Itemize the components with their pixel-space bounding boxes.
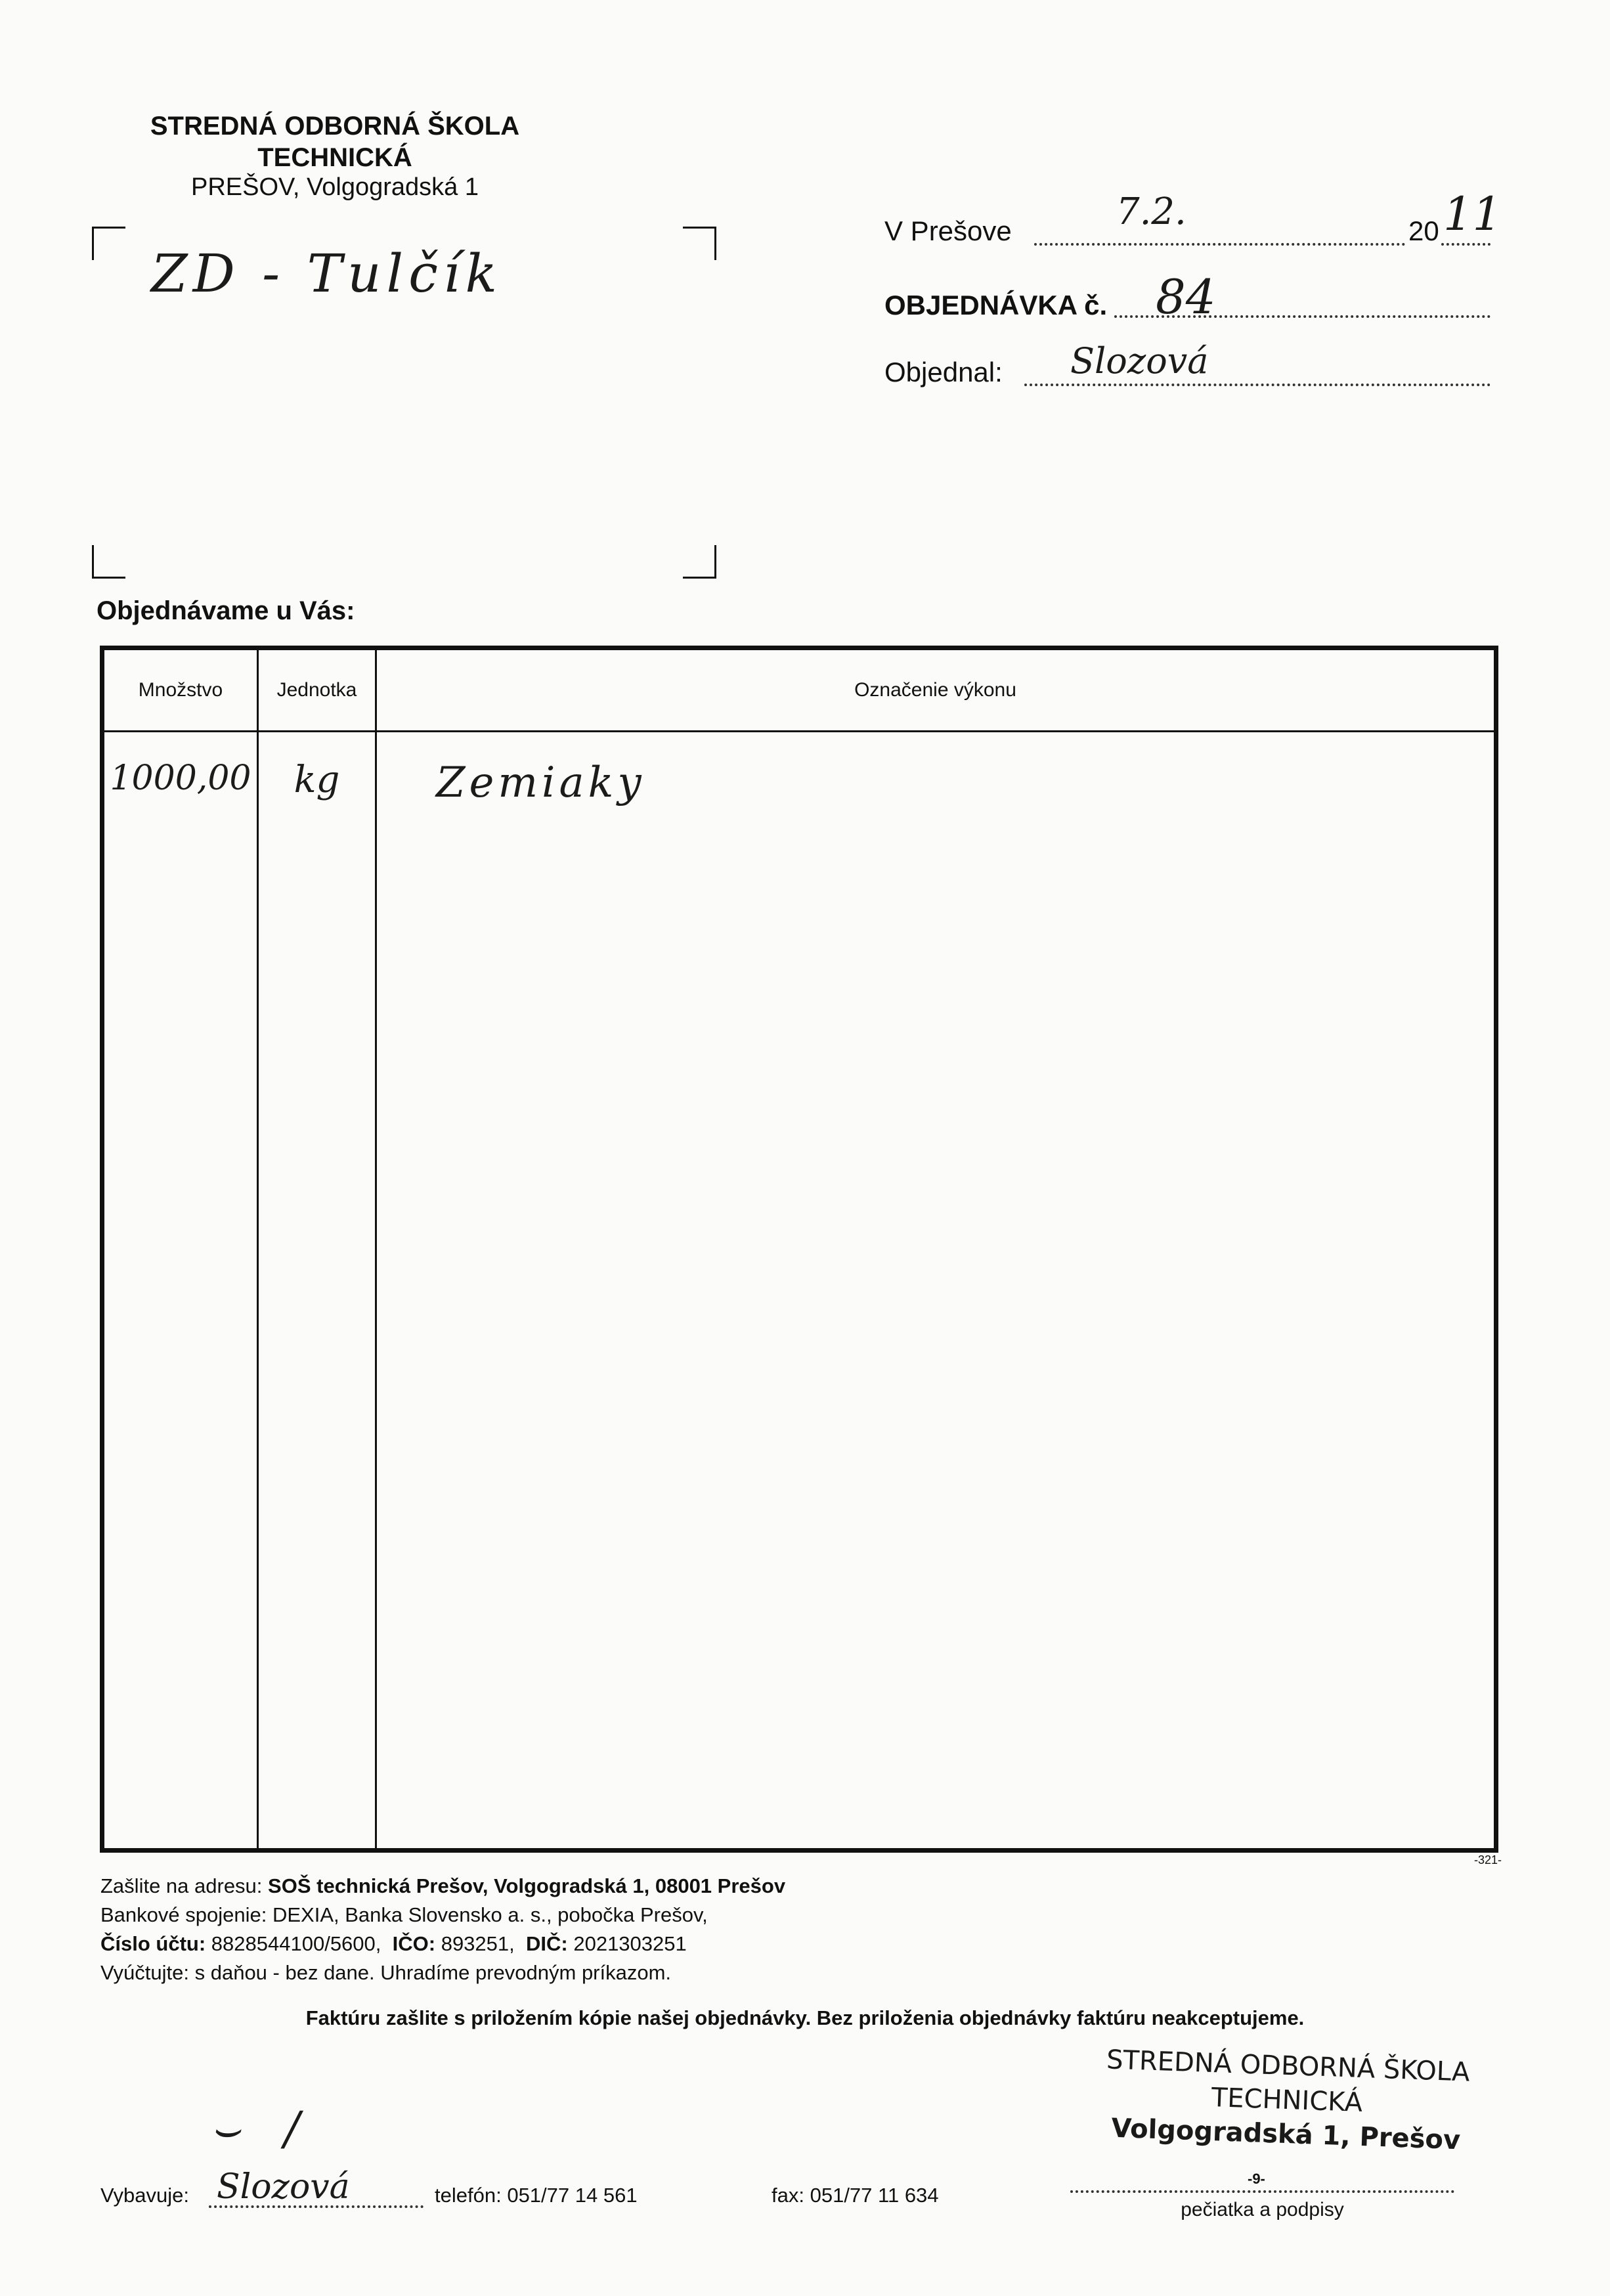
stamp-line-3: Volgogradská 1, Prešov (1110, 2113, 1461, 2156)
ico-label: IČO: (392, 1932, 436, 1955)
recipient-handwritten: ZD - Tulčík (151, 243, 502, 304)
account-line (100, 1930, 785, 1958)
bracket-bottom-left (92, 545, 125, 579)
invoice-note: Faktúru zašlite s priložením kópie našej objednávky. Bez priloženia objednávky faktúru neakceptujeme. (305, 2006, 1305, 2029)
order-table (100, 646, 1498, 1853)
school-stamp (1081, 2042, 1492, 2159)
dic-value: 2021303251 (573, 1932, 687, 1955)
bank-value: DEXIA, Banka Slovensko a. s., pobočka Prešov, (272, 1903, 708, 1926)
account-label: Číslo účtu: (100, 1932, 206, 1955)
dic-label: DIČ: (526, 1932, 568, 1955)
footer-info (100, 1872, 785, 1987)
send-label: Zašlite na adresu: (100, 1874, 263, 1897)
phone-value: 051/77 14 561 (507, 2184, 638, 2207)
order-intro: Objednávame u Vás: (97, 596, 355, 625)
ordered-by-dots (1024, 384, 1490, 386)
bank-line (100, 1901, 785, 1930)
fax-label: fax: (772, 2184, 804, 2207)
billing-label: Vyúčtujte: (100, 1961, 189, 1984)
table-header-row (102, 648, 1496, 732)
bank-label: Bankové spojenie: (100, 1903, 267, 1926)
order-number-label: OBJEDNÁVKA č. (884, 290, 1108, 320)
year-dots (1441, 243, 1490, 246)
place-label: V Prešove (884, 215, 1012, 246)
stamp-line-1: STREDNÁ ODBORNÁ ŠKOLA (1106, 2044, 1471, 2088)
bracket-top-right (683, 227, 716, 260)
fax-value: 051/77 11 634 (810, 2184, 939, 2207)
column-header-unit: Jednotka (258, 648, 376, 732)
ordered-by-label: Objednal: (884, 357, 1003, 387)
year-prefix: 20 (1408, 215, 1439, 246)
column-header-quantity: Množstvo (102, 648, 258, 732)
ordered-by-handwritten: Slozová (1070, 340, 1209, 382)
school-address: PREŠOV, Volgogradská 1 (191, 173, 479, 201)
signature-label: pečiatka a podpisy (1181, 2199, 1344, 2220)
bracket-top-left (92, 227, 125, 260)
handled-by-handwritten: Slozová (217, 2167, 350, 2207)
row-description: Zemiaky (376, 732, 1496, 1851)
ico-value: 893251, (441, 1932, 515, 1955)
school-name: STREDNÁ ODBORNÁ ŠKOLA TECHNICKÁ (150, 112, 520, 172)
stamp-line-2: TECHNICKÁ (1211, 2082, 1363, 2119)
row-unit: kg (258, 732, 376, 1851)
column-header-description: Označenie výkonu (376, 648, 1496, 732)
phone-label: telefón: (435, 2184, 502, 2207)
signature-marks: ⌣ / (210, 2102, 300, 2155)
handled-by-label: Vybavuje: (100, 2184, 189, 2207)
send-address-line (100, 1872, 785, 1901)
bracket-bottom-right (683, 545, 716, 579)
billing-line (100, 1958, 785, 1987)
year-handwritten: 11 (1443, 187, 1502, 241)
order-number-handwritten: 84 (1156, 269, 1216, 324)
table-row (102, 732, 1496, 1851)
signature-dots (1070, 2190, 1454, 2193)
form-code: -321- (1474, 1853, 1502, 1866)
fax-line (772, 2184, 939, 2207)
date-handwritten: 7.2. (1116, 190, 1186, 233)
row-quantity: 1000,00 (102, 732, 258, 1851)
account-value: 8828544100/5600, (211, 1932, 381, 1955)
send-value: SOŠ technická Prešov, Volgogradská 1, 08001 Prešov (268, 1874, 786, 1897)
stamp-mark: -9- (1248, 2171, 1265, 2187)
billing-value: s daňou - bez dane. Uhradíme prevodným príkazom. (194, 1961, 672, 1984)
date-dots (1034, 243, 1405, 246)
phone-line (435, 2184, 638, 2207)
